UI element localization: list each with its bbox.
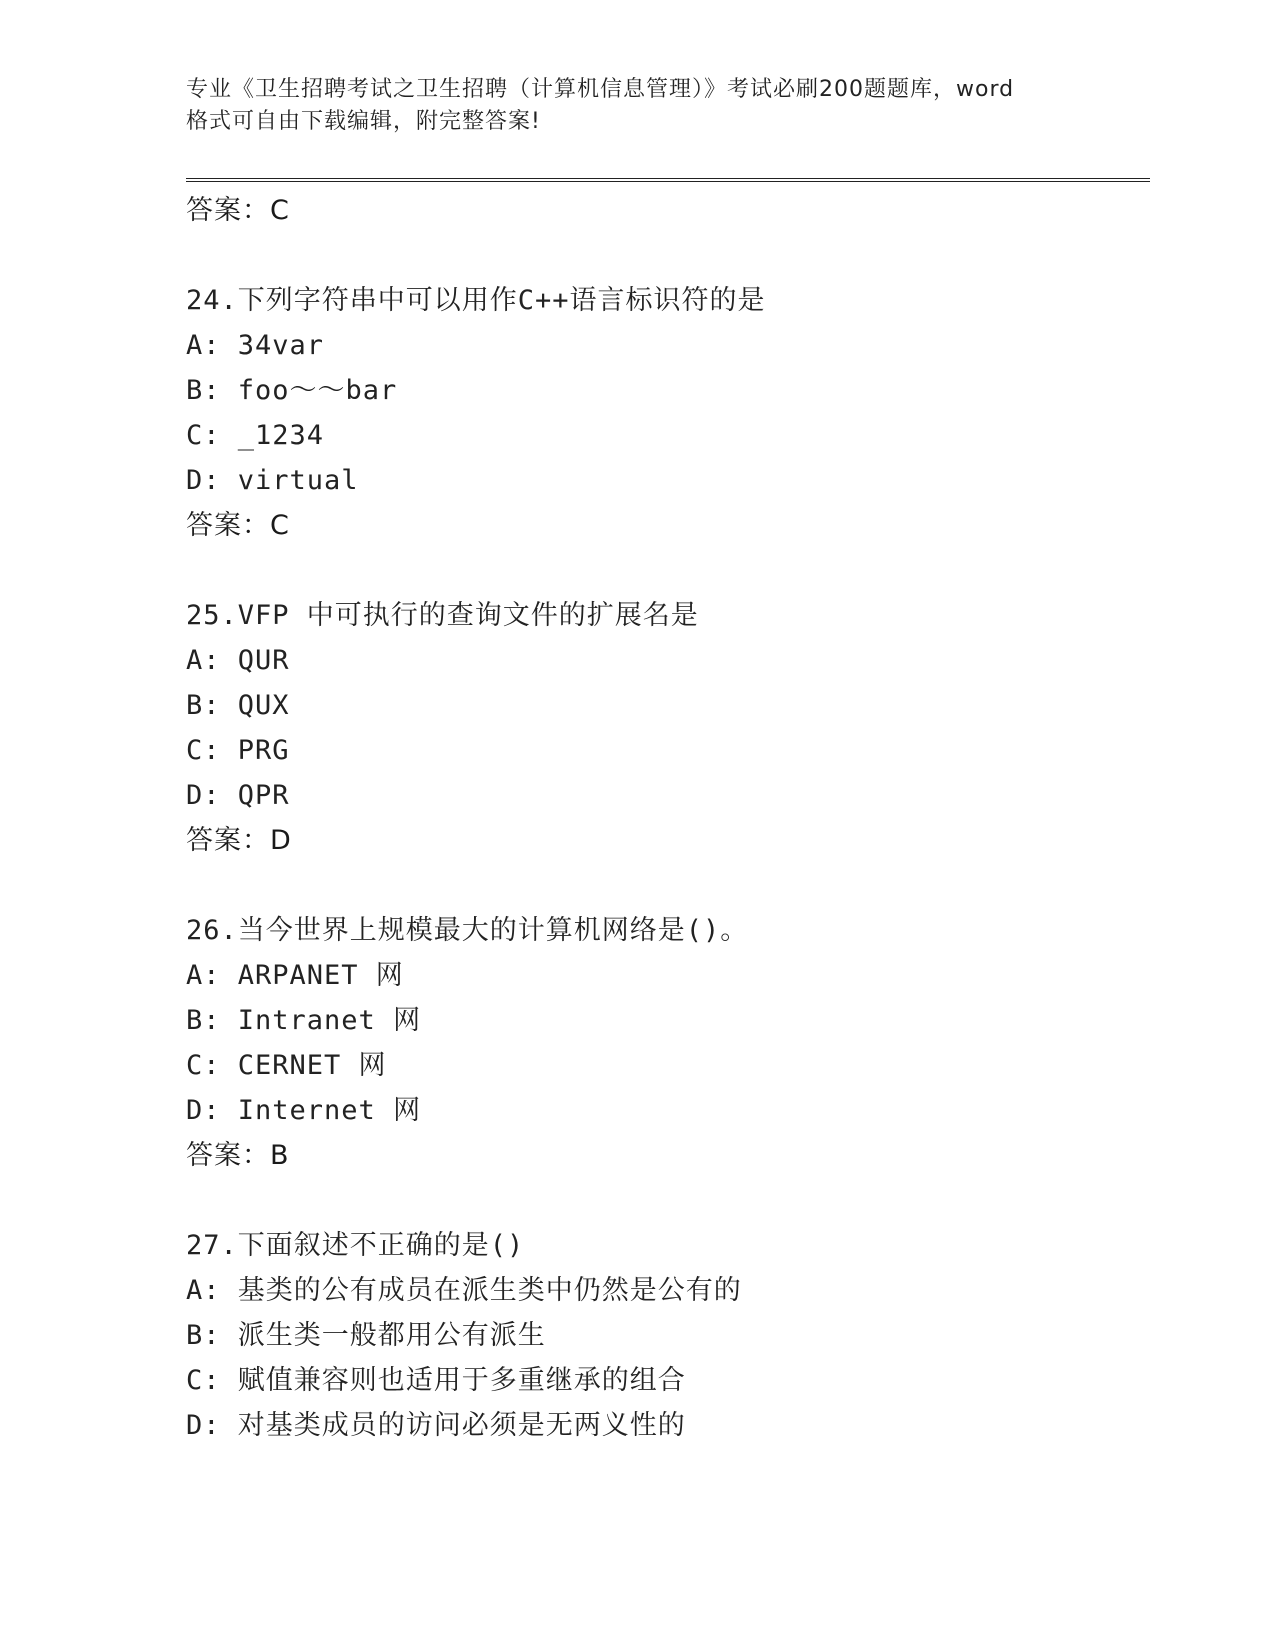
option-b: B: Intranet 网 (186, 1005, 422, 1036)
option-a: A: 34var (186, 330, 325, 361)
question-26 (186, 908, 1150, 1179)
option-a: A: ARPANET 网 (186, 960, 404, 991)
option-d: D: 对基类成员的访问必须是无两义性的 (186, 1410, 686, 1441)
question-27 (186, 1223, 1150, 1448)
option-b: B: QUX (186, 690, 290, 721)
option-c: C: PRG (186, 735, 290, 766)
answer-line: 答案：C (186, 510, 290, 541)
option-d: D: Internet 网 (186, 1095, 422, 1126)
question-title: 26.当今世界上规模最大的计算机网络是()。 (186, 915, 749, 946)
option-c: C: CERNET 网 (186, 1050, 387, 1081)
header-line-1: 专业《卫生招聘考试之卫生招聘（计算机信息管理）》考试必刷200题题库，word (186, 77, 1015, 102)
question-title: 24.下列字符串中可以用作C++语言标识符的是 (186, 285, 766, 316)
answer-line: 答案：C (186, 195, 290, 226)
option-a: A: QUR (186, 645, 290, 676)
question-25 (186, 593, 1150, 864)
header-divider (186, 178, 1150, 182)
option-c: C: 赋值兼容则也适用于多重继承的组合 (186, 1365, 686, 1396)
option-a: A: 基类的公有成员在派生类中仍然是公有的 (186, 1275, 742, 1306)
option-d: D: virtual (186, 465, 359, 496)
question-title: 25.VFP 中可执行的查询文件的扩展名是 (186, 600, 699, 631)
option-c: C: _1234 (186, 420, 325, 451)
header-line-2: 格式可自由下载编辑，附完整答案! (186, 109, 541, 134)
option-b: B: foo～～bar (186, 375, 398, 406)
answer-line: 答案：B (186, 1140, 290, 1171)
question-list (186, 188, 1150, 1448)
document-header (186, 74, 1086, 138)
question-title: 27.下面叙述不正确的是() (186, 1230, 525, 1261)
answer-line: 答案：D (186, 825, 292, 856)
option-b: B: 派生类一般都用公有派生 (186, 1320, 546, 1351)
question-24 (186, 278, 1150, 549)
option-d: D: QPR (186, 780, 290, 811)
